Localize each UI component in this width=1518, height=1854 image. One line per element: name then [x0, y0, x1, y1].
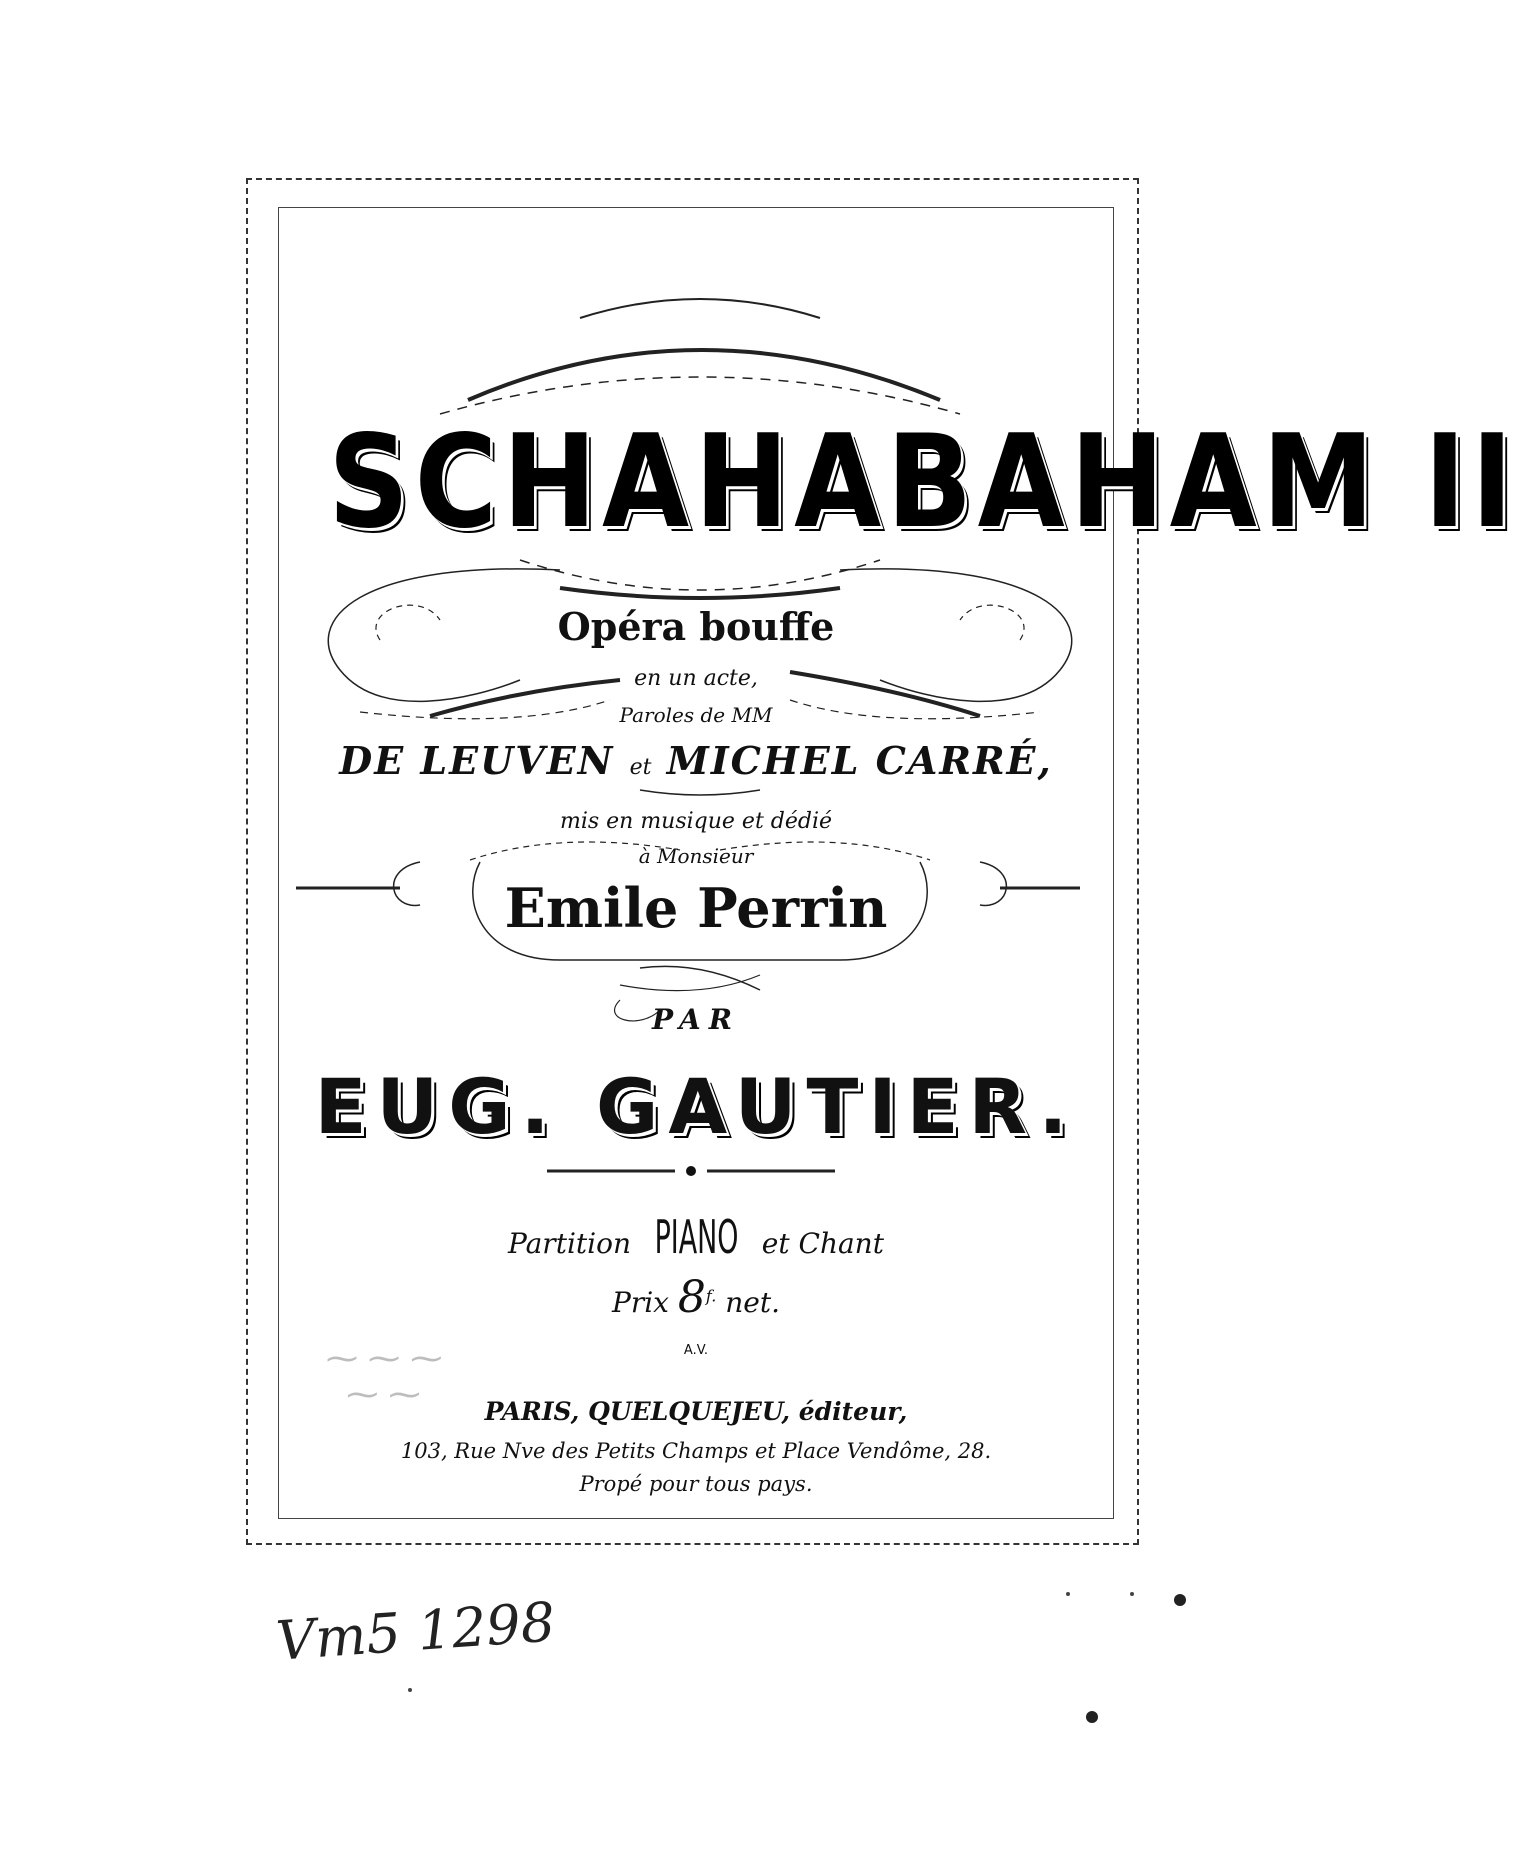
by-label: PAR	[651, 1003, 740, 1036]
edition-chant: et Chant	[761, 1227, 884, 1260]
publisher-line-2: 103, Rue Nve des Petits Champs et Place Vendôme, 28.	[400, 1439, 992, 1463]
librettist-1: DE LEUVEN	[339, 738, 615, 783]
edition-piano: PIANO	[654, 1210, 739, 1264]
shelfmark-handwritten: Vm5 1298	[274, 1590, 558, 1673]
price-net: net.	[725, 1286, 780, 1319]
librettist-conjunction: et	[629, 755, 652, 780]
librettists	[278, 738, 1114, 783]
lyrics-by-line: Paroles de MM	[619, 703, 773, 727]
price-unit: f.	[705, 1286, 717, 1306]
edition-line	[278, 1210, 1114, 1264]
dedication-line: mis en musique et dédié	[559, 809, 833, 834]
price-label: Prix	[612, 1286, 669, 1319]
publisher-line-3: Propé pour tous pays.	[579, 1472, 813, 1496]
publisher-initials: A.V.	[683, 1343, 709, 1358]
dedicatee-name: Emile Perrin	[504, 876, 888, 940]
dedication-addressee-line: à Monsieur	[638, 844, 754, 868]
edition-partition: Partition	[508, 1227, 631, 1260]
publisher-line-1: PARIS, QUELQUEJEU, éditeur,	[484, 1397, 908, 1426]
librettist-2: MICHEL CARRÉ,	[666, 738, 1053, 783]
price-line	[278, 1272, 1114, 1323]
work-title: SCHAHABAHAM II	[328, 408, 1518, 557]
genre-line: Opéra bouffe	[557, 604, 835, 649]
acts-line: en un acte,	[634, 666, 758, 691]
composer-name: EUG. GAUTIER.	[314, 1062, 1078, 1151]
price-amount: 8	[677, 1272, 706, 1323]
faint-stamp: ⁓ ⁓ ⁓ ⁓ ⁓	[326, 1339, 443, 1413]
